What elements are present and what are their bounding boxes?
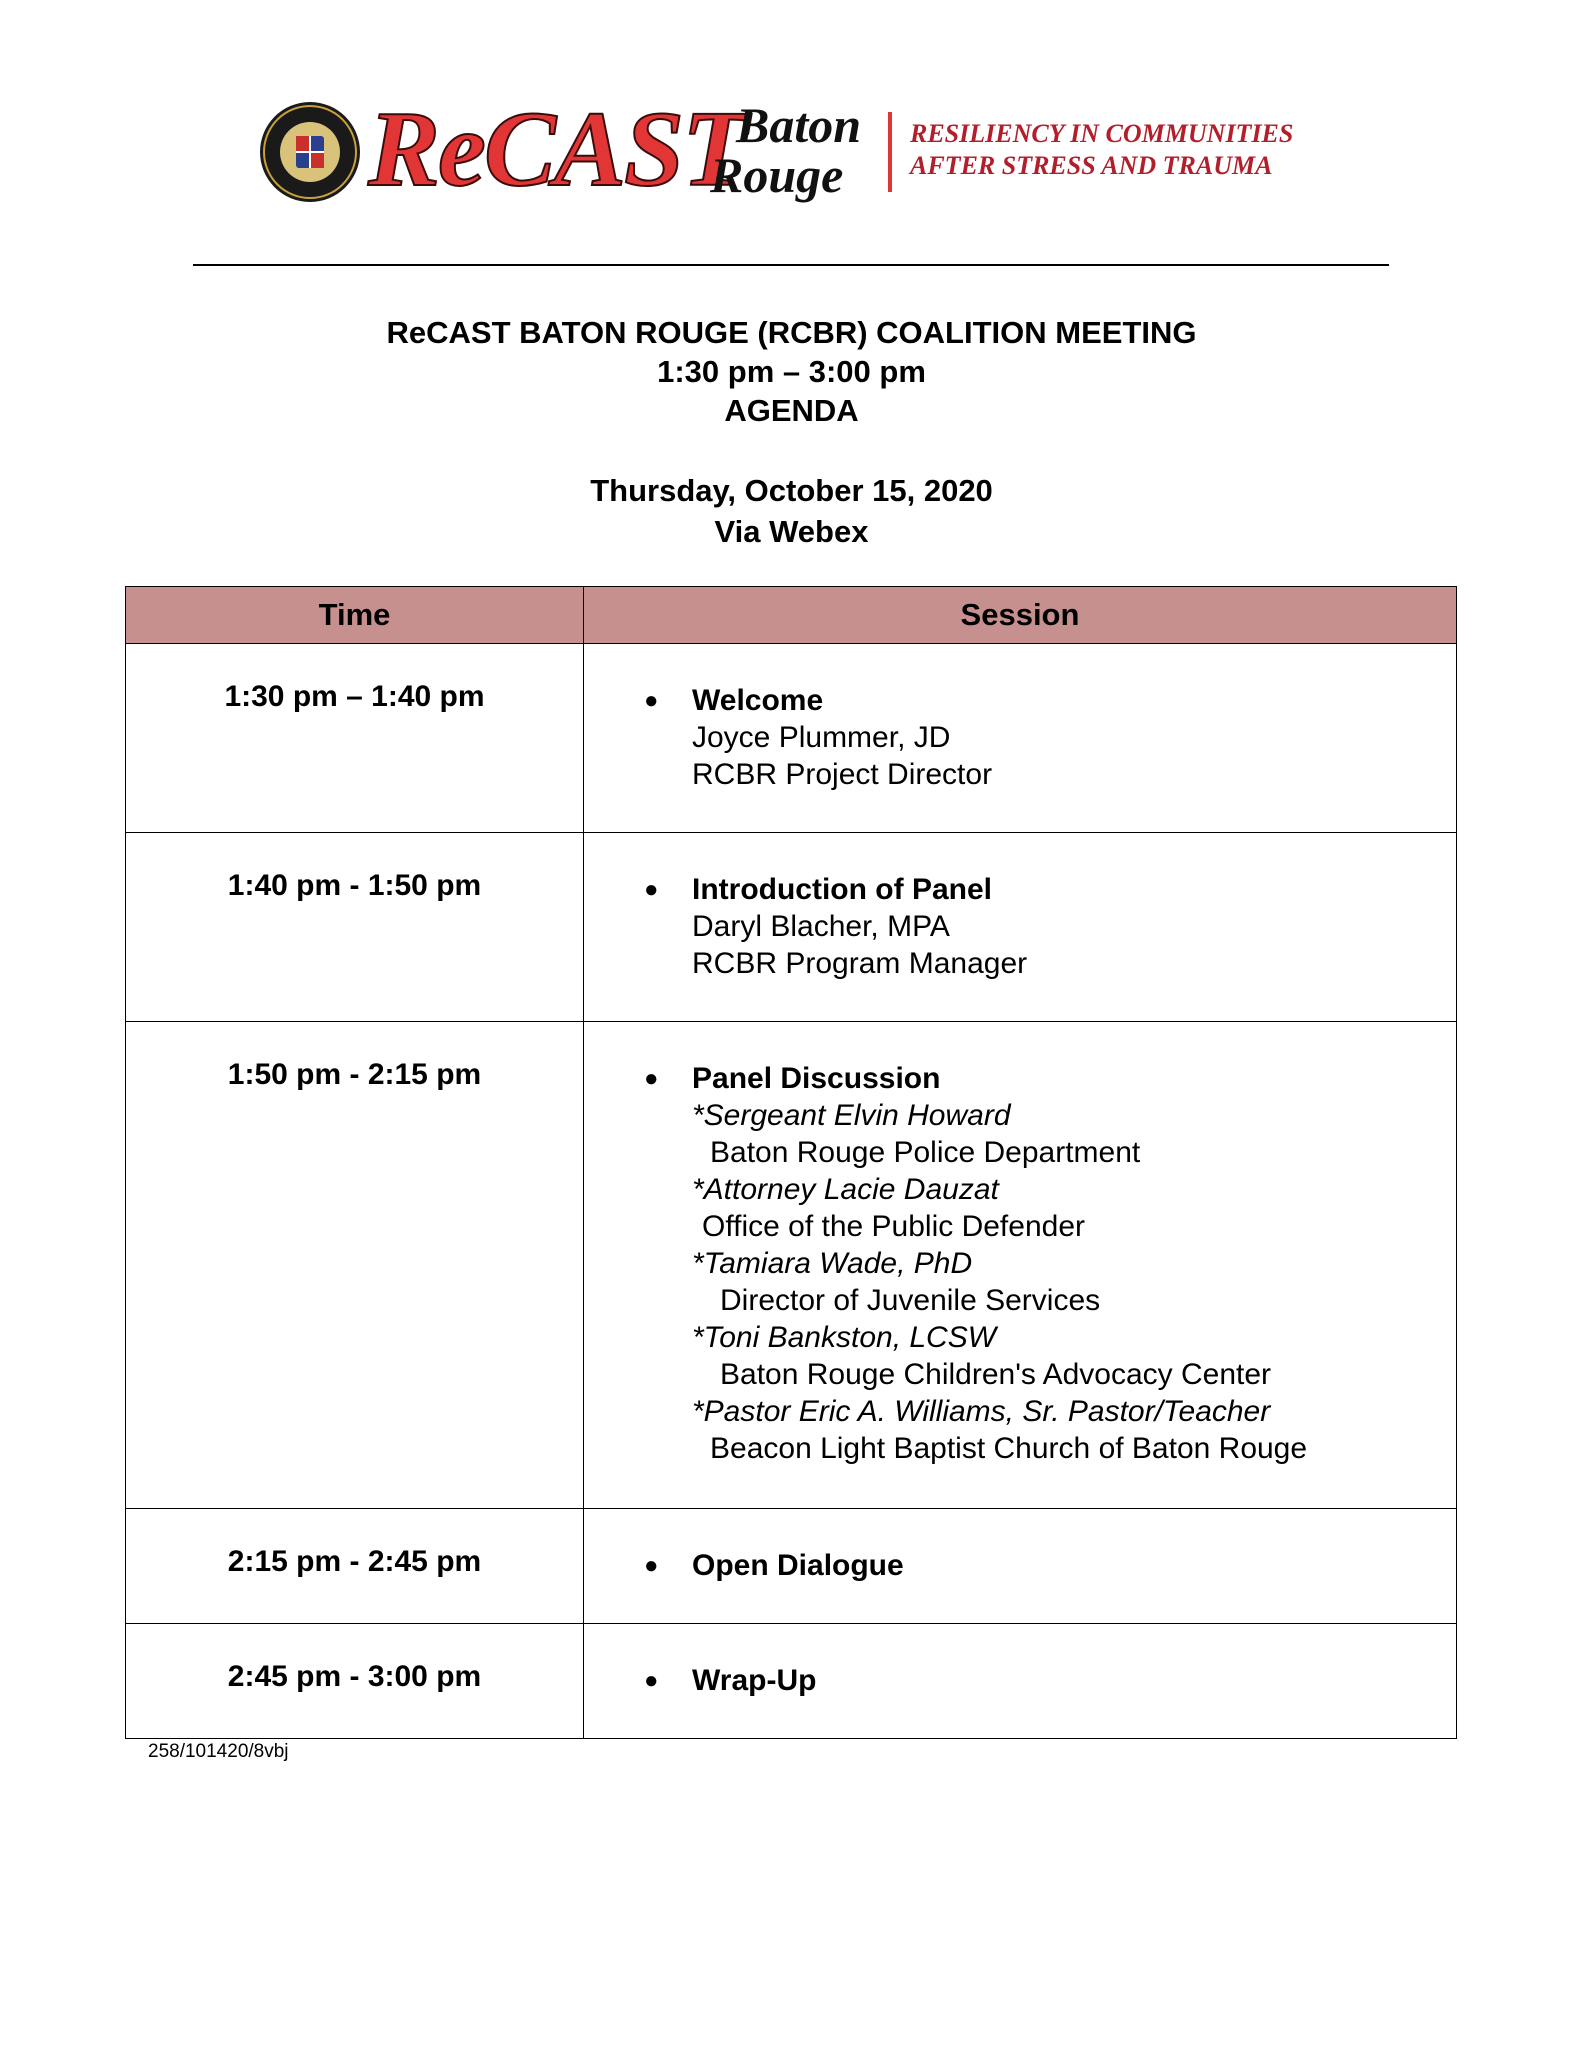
logo-banner <box>258 90 1338 209</box>
session-title: Welcome <box>692 684 824 717</box>
meeting-time: 1:30 pm – 3:00 pm <box>657 354 926 389</box>
meeting-date-block <box>0 470 1583 552</box>
list-item <box>584 871 1456 982</box>
presenter-name: Daryl Blacher, MPA <box>692 910 950 943</box>
header-time: Time <box>126 587 584 644</box>
brand-city-line2: Rouge <box>710 147 844 203</box>
brand-city <box>710 97 862 203</box>
panelist-org: Baton Rouge Police Department <box>710 1136 1141 1169</box>
header-rule <box>193 264 1389 266</box>
list-item <box>584 1547 1456 1584</box>
table-row <box>126 1022 1457 1509</box>
meeting-venue: Via Webex <box>714 514 869 549</box>
session-title: Panel Discussion <box>692 1062 941 1095</box>
tagline-line1: RESILIENCY IN COMMUNITIES <box>910 119 1294 148</box>
meeting-title: ReCAST BATON ROUGE (RCBR) COALITION MEETING <box>386 315 1197 350</box>
panelist-name: *Toni Bankston, LCSW <box>692 1321 997 1354</box>
city-seal-icon <box>258 100 362 204</box>
session-title: Open Dialogue <box>692 1549 904 1582</box>
bullet-icon: ● <box>644 1667 659 1694</box>
row-time: 2:45 pm - 3:00 pm <box>126 1624 584 1739</box>
list-item <box>584 1662 1456 1699</box>
panelist-org: Office of the Public Defender <box>702 1210 1085 1243</box>
presenter-role: RCBR Project Director <box>692 758 993 791</box>
row-time: 1:50 pm - 2:15 pm <box>126 1022 584 1509</box>
table-row <box>126 1624 1457 1739</box>
row-session <box>584 833 1457 1022</box>
panelist-org: Baton Rouge Children's Advocacy Center <box>720 1358 1272 1391</box>
row-session <box>584 644 1457 833</box>
presenter-name: Joyce Plummer, JD <box>692 721 951 754</box>
row-session <box>584 1624 1457 1739</box>
bullet-icon: ● <box>644 876 659 903</box>
list-item <box>584 682 1456 793</box>
session-title: Introduction of Panel <box>692 873 992 906</box>
list-item <box>584 1060 1456 1467</box>
table-row <box>126 833 1457 1022</box>
meeting-title-block <box>0 313 1583 430</box>
brand-divider <box>888 112 892 192</box>
presenter-role: RCBR Program Manager <box>692 947 1028 980</box>
bullet-icon: ● <box>644 1065 659 1092</box>
panelist-name: *Attorney Lacie Dauzat <box>692 1173 999 1206</box>
row-time: 2:15 pm - 2:45 pm <box>126 1509 584 1624</box>
panelist-org: Director of Juvenile Services <box>720 1284 1101 1317</box>
panelist-name: *Pastor Eric A. Williams, Sr. Pastor/Teacher <box>692 1395 1271 1428</box>
agenda-heading: AGENDA <box>724 393 859 428</box>
table-header-row <box>126 587 1457 644</box>
tagline-line2: AFTER STRESS AND TRAUMA <box>910 151 1273 180</box>
row-time: 1:40 pm - 1:50 pm <box>126 833 584 1022</box>
table-row <box>126 644 1457 833</box>
row-session <box>584 1509 1457 1624</box>
brand-logotype: ReCAST <box>368 90 747 209</box>
brand-city-line1: Baton <box>736 97 862 153</box>
header-session: Session <box>584 587 1457 644</box>
session-title: Wrap-Up <box>692 1664 817 1697</box>
row-time: 1:30 pm – 1:40 pm <box>126 644 584 833</box>
agenda-table <box>125 586 1457 1739</box>
meeting-date: Thursday, October 15, 2020 <box>590 473 993 508</box>
bullet-icon: ● <box>644 1552 659 1579</box>
brand-tagline <box>910 118 1293 182</box>
panelist-org: Beacon Light Baptist Church of Baton Rouge <box>710 1432 1308 1465</box>
table-row <box>126 1509 1457 1624</box>
panelist-name: *Tamiara Wade, PhD <box>692 1247 973 1280</box>
document-reference: 258/101420/8vbj <box>148 1741 289 1762</box>
panelist-name: *Sergeant Elvin Howard <box>692 1099 1011 1132</box>
row-session <box>584 1022 1457 1509</box>
bullet-icon: ● <box>644 687 659 714</box>
